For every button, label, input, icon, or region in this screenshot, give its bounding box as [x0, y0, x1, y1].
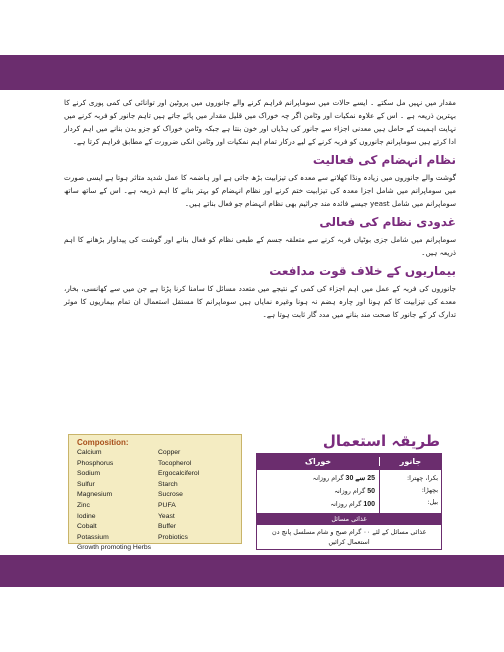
composition-box	[68, 434, 242, 552]
dose-unit: گرام روزانہ	[312, 474, 344, 482]
heading-glandular: غدودی نظام کی فعالی	[319, 215, 456, 229]
composition-item: Sucrose	[158, 491, 183, 499]
composition-item: Buffer	[158, 523, 177, 531]
composition-item: Tocopherol	[158, 459, 192, 467]
composition-item: Zinc	[77, 501, 90, 509]
animal-goat: بکرا، چھترا:	[407, 474, 438, 482]
composition-item: PUFA	[158, 501, 176, 509]
composition-item: Starch	[158, 480, 178, 488]
heading-immunity: بیماریوں کے خلاف قوت مدافعت	[269, 264, 456, 278]
composition-item: Calcium	[77, 449, 102, 456]
dose-column	[257, 470, 379, 513]
dose-bull	[261, 498, 375, 511]
dose-unit: گرام روزانہ	[330, 500, 362, 508]
dosage-table-header	[257, 454, 441, 469]
bottom-color-band	[0, 555, 504, 587]
usage-title: طریقہ استعمال	[322, 432, 440, 450]
animal-column	[379, 470, 441, 513]
header-animal: جانور	[379, 457, 441, 466]
animal-bull: بیل:	[427, 498, 438, 506]
composition-item: Magnesium	[77, 491, 113, 499]
header-dose: خوراک	[304, 457, 332, 466]
composition-footer: Growth promoting Herbs	[77, 544, 152, 552]
composition-item: Phosphorus	[77, 459, 114, 467]
composition-item: Iodine	[77, 512, 96, 520]
dose-amount: 50	[367, 488, 375, 495]
composition-item: Cobalt	[77, 523, 97, 531]
dose-amount: 100	[363, 501, 375, 508]
dosage-table	[256, 453, 442, 550]
composition-item: Ergocalciferol	[158, 470, 200, 478]
nutrition-note: غذائی مسائل کے لئے ۰۰ گرام صبح و شام مسلسل پانچ دن استعمال کرائیں	[272, 528, 426, 546]
composition-item: Sodium	[77, 470, 101, 478]
dose-unit: گرام روزانہ	[334, 487, 366, 495]
dosage-table-body	[257, 469, 441, 513]
paragraph-intro: مقدار میں نہیں مل سکتے ۔ ایسے حالات میں سوماپرانم فراہم کرنے والے جانوروں میں پروٹین اور توانائی کی کمی پوری کرنے کا بہترین ذریعہ ہے ۔ اس کے علاوہ نمکیات اور وٹامن اگر چہ خوراک میں قلیل مقدار میں پائے جاتے ہیں تاہم جانور کو فربہ کرنے میں نہایت اہمیت کے حامل ہیں معدنی اجزاء سے جانور کی ہڈیاں اور خون بنتا ہے جبکہ وٹامن خوراک کو جزو بدن بنانے میں اہم کردار ادا کرتے ہیں سوماپرانم جانوروں کو فربہ کرنے کے لیے درکار تمام اہم نمکیات اور وٹامن انکی ضرورت کے مطابق فراہم کرتا ہے۔	[64, 98, 456, 146]
composition-item: Probiotics	[158, 533, 188, 541]
dose-goat	[261, 472, 375, 485]
article-body	[64, 96, 456, 323]
nutrition-subheading: غذائی مسائل	[257, 513, 441, 525]
paragraph-immunity: جانوروں کی فربہ کے عمل میں اہم اجزاء کی کمی کے نتیجے میں متعدد مسائل کا سامنا کرنا پڑتا ہے جن میں سے کھانسی، بخار، معدے کی تیزابیت کا کم ہونا اور چارہ ہضم نہ ہونا وغیرہ نمایاں ہیں سوماپرانم کا مستقل استعمال ان تمام بیماریوں کا موثر تدارک کر کے جانور کا صحت مند بنانے میں مدد گار ثابت ہوتا ہے۔	[64, 284, 456, 319]
top-color-band	[0, 55, 504, 90]
paragraph-digestion: گوشت والے جانوروں میں زیادہ ونڈا کھلانے سے معدہ کی تیزابیت بڑھ جاتی ہے اور ہاضمہ کا عمل شدید متاثر ہوتا ہے ایسی صورت میں سوماپرانم میں شامل اجزا معدہ کی تیزابیت ختم کرنے اور نظام انہضام کو بہتر بنانے کا اہم ذریعہ ہے۔ اس کے ساتھ ساتھ سوماپرانم میں شامل yeast جیسے فائدہ مند جراثیم بھی نظام انہضام جو فعال بناتے ہیں۔	[64, 173, 456, 208]
composition-item: Sulfur	[77, 480, 95, 488]
animal-calf: بچھڑا:	[421, 486, 438, 494]
heading-digestion: نظام انہضام کی فعالیت	[312, 153, 456, 167]
dose-amount: 25 سے 30	[345, 475, 375, 482]
composition-item: Copper	[158, 449, 181, 456]
composition-item: Yeast	[158, 512, 175, 520]
composition-title: Composition:	[77, 438, 129, 447]
composition-item: Potassium	[77, 533, 109, 541]
dose-calf	[261, 485, 375, 498]
paragraph-glandular: سوماپرانم میں شامل جزی بوٹیاں فربہ کرنے سے متعلقہ جسم کے طبعی نظام کو فعال بنانے اور گوشت کی پیداوار بڑھانے کا اہم ذریعہ ہیں۔	[64, 235, 456, 257]
